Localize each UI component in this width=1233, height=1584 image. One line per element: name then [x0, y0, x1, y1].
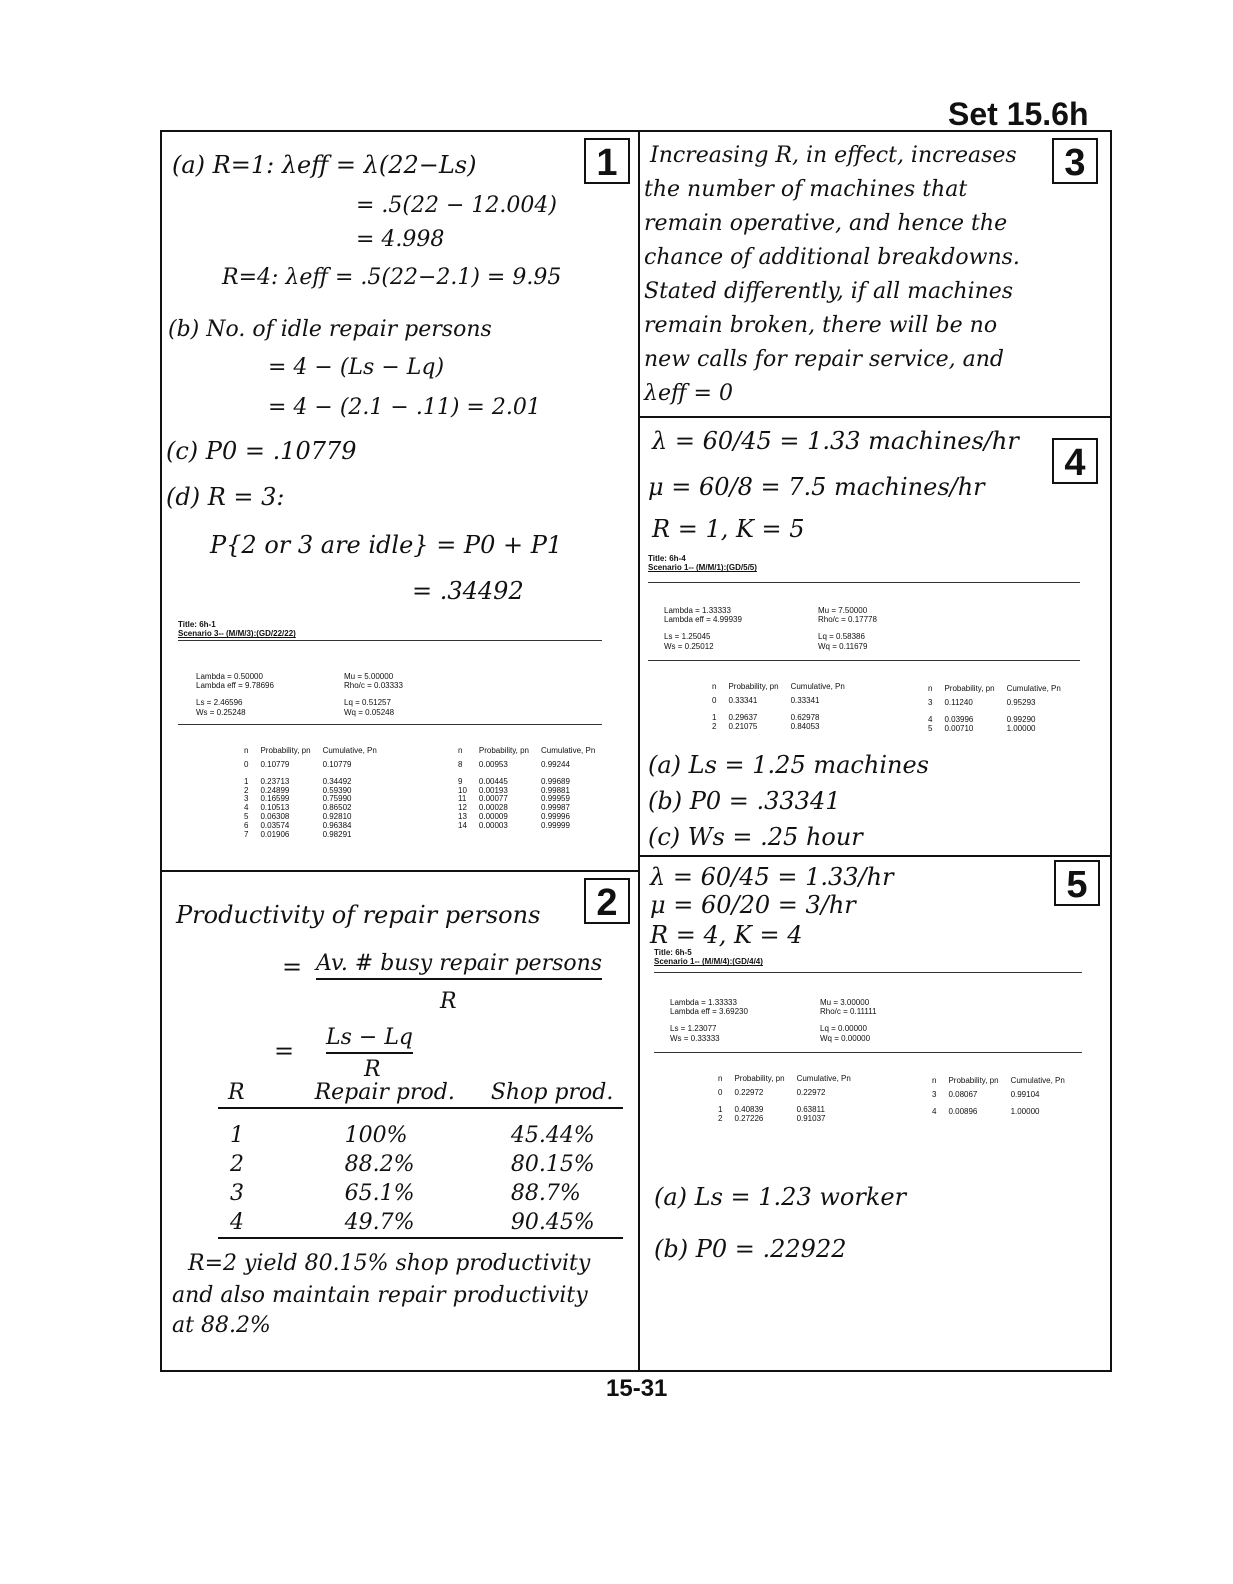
panel-3-line-1: Increasing R, in effect, increases	[650, 143, 1017, 168]
panel-4-answer-c: (c) Ws = .25 hour	[648, 823, 863, 851]
col-prob: Probability, pn	[944, 684, 995, 693]
panel-3-line-2: the number of machines that	[644, 177, 968, 202]
divider-panel4-panel5	[638, 855, 1112, 857]
cell-prob: 0.21075	[728, 721, 758, 731]
cell-r: 1	[230, 1123, 244, 1148]
cell-prob: 0.06308	[260, 811, 290, 821]
cell-n: 2	[712, 721, 717, 731]
panel-5-line-mu: μ = 60/20 = 3/hr	[650, 891, 856, 919]
col-cum: Cumulative, Pn	[322, 746, 377, 755]
cell-cum: 0.99104	[1010, 1090, 1040, 1099]
cell-n: 1	[718, 1104, 723, 1114]
panel-2-conclusion-3: at 88.2%	[172, 1313, 271, 1338]
prob-rows	[712, 1089, 857, 1123]
cell-prob: 0.01906	[260, 829, 290, 839]
output-wq: Wq = 0.00000	[820, 1033, 871, 1043]
panel-5-line-rk: R = 4, K = 4	[650, 921, 803, 949]
panel-1-line-a: (a) R=1: λeff = λ(22−Ls)	[172, 151, 477, 179]
col-prob: Probability, pn	[948, 1076, 999, 1085]
output-rho: Rho/c = 0.17778	[818, 615, 877, 625]
panel-5-prob-table-left	[712, 1074, 857, 1123]
panel-5-output-measures-right	[820, 998, 877, 1043]
col-n: n	[244, 746, 249, 755]
output-ws: Ws = 0.25248	[196, 707, 246, 717]
table-row	[218, 1150, 623, 1179]
col-cum: Cumulative, Pn	[796, 1074, 851, 1083]
output-lambda: Lambda = 0.50000	[196, 672, 263, 681]
output-mu: Mu = 3.00000	[820, 998, 870, 1007]
cell-r: 2	[230, 1152, 244, 1177]
panel-4-line-mu: μ = 60/8 = 7.5 machines/hr	[648, 473, 985, 501]
table-row	[452, 761, 601, 770]
cell-prob: 0.22972	[734, 1088, 764, 1097]
cell-cum: 0.99996	[541, 811, 570, 821]
output-rule	[178, 640, 602, 641]
col-n: n	[458, 746, 463, 755]
cell-cum: 0.10779	[322, 760, 352, 769]
cell-prob: 0.24899	[260, 785, 290, 795]
output-scenario: Scenario 1-- (M/M/1):(GD/5/5)	[648, 563, 757, 573]
cell-cum: 0.63811	[796, 1104, 825, 1114]
output-mu: Mu = 5.00000	[344, 672, 394, 681]
col-cum: Cumulative, Pn	[790, 682, 845, 691]
cell-n: 0	[712, 696, 717, 705]
table-row	[712, 1115, 857, 1124]
table-row	[238, 831, 383, 840]
panel-1-output-measures-right	[344, 672, 403, 717]
cell-n: 7	[244, 829, 249, 839]
table-row	[452, 795, 601, 804]
panel-3-line-4: chance of additional breakdowns.	[644, 245, 1020, 270]
prob-rows	[926, 1091, 1071, 1117]
panel-4-badge: 4	[1052, 438, 1098, 484]
table-row	[926, 1091, 1071, 1100]
cell-prob: 0.00896	[948, 1106, 978, 1116]
panel-2-eq1-sign: =	[282, 953, 303, 981]
divider-panel1-panel2	[160, 870, 639, 872]
panel-5-output-measures-left	[670, 998, 748, 1043]
cell-cum: 0.91037	[796, 1113, 826, 1123]
cell-cum: 0.92810	[322, 811, 352, 821]
panel-1-line-b3: = 4 − (2.1 − .11) = 2.01	[268, 395, 541, 420]
cell-shop-prod: 90.45%	[481, 1208, 623, 1238]
cell-n: 14	[458, 820, 467, 830]
cell-prob: 0.03996	[944, 714, 974, 724]
output-lambda: Lambda = 1.33333	[670, 998, 737, 1007]
cell-n: 10	[458, 785, 467, 795]
cell-cum: 0.99987	[541, 803, 570, 813]
output-title: Title: 6h-4	[648, 554, 686, 563]
table-row	[922, 725, 1067, 734]
page-number: 15-31	[606, 1375, 668, 1402]
cell-cum: 0.99244	[541, 760, 570, 769]
output-ws: Ws = 0.33333	[670, 1033, 720, 1043]
panel-4-prob-table-left	[706, 682, 851, 731]
col-n: n	[718, 1074, 723, 1083]
productivity-rows	[218, 1108, 623, 1238]
column-divider	[638, 130, 640, 1372]
panel-2-eq2-sign: =	[274, 1037, 295, 1065]
panel-1-line-a2: = .5(22 − 12.004)	[356, 193, 557, 218]
cell-cum: 0.95293	[1006, 698, 1036, 707]
table-row	[706, 706, 851, 723]
col-cum: Cumulative, Pn	[1006, 684, 1061, 693]
table-row	[218, 1179, 623, 1208]
output-rho: Rho/c = 0.03333	[344, 681, 403, 691]
cell-prob: 0.11240	[944, 698, 973, 707]
panel-4-line-rk: R = 1, K = 5	[652, 515, 805, 543]
cell-prob: 0.29637	[728, 712, 758, 722]
output-lq: Lq = 0.51257	[344, 698, 391, 708]
cell-n: 3	[244, 794, 249, 804]
cell-cum: 0.84053	[790, 721, 820, 731]
cell-n: 9	[458, 776, 463, 786]
cell-prob: 0.00003	[478, 820, 508, 830]
col-n: n	[928, 684, 933, 693]
cell-n: 3	[932, 1090, 937, 1099]
cell-n: 0	[244, 760, 249, 769]
output-wq: Wq = 0.11679	[818, 641, 868, 651]
panel-1-line-b2: = 4 − (Ls − Lq)	[268, 355, 445, 380]
panel-2-eq1-numerator: Av. # busy repair persons	[316, 952, 602, 980]
col-repair-prod: Repair prod.	[305, 1078, 481, 1108]
table-row	[238, 761, 383, 770]
panel-3-line-8: λeff = 0	[644, 381, 733, 406]
output-lq: Lq = 0.58386	[818, 632, 865, 642]
col-n: n	[712, 682, 717, 691]
panel-5-prob-table-right	[926, 1076, 1071, 1117]
cell-cum: 0.86502	[322, 803, 352, 813]
prob-rows	[452, 761, 601, 831]
output-ls: Ls = 1.23077	[670, 1024, 717, 1034]
cell-n: 4	[928, 714, 933, 724]
table-row	[452, 787, 601, 796]
cell-prob: 0.00193	[478, 785, 508, 795]
cell-n: 6	[244, 820, 249, 830]
col-prob: Probability, pn	[260, 746, 311, 755]
table-row	[706, 723, 851, 732]
panel-3-line-6: remain broken, there will be no	[644, 313, 998, 338]
cell-n: 3	[928, 698, 933, 707]
cell-n: 2	[244, 785, 249, 795]
output-rule	[178, 724, 602, 725]
output-lambda-eff: Lambda eff = 9.78696	[196, 681, 274, 691]
cell-cum: 0.33341	[790, 696, 820, 705]
output-ws: Ws = 0.25012	[664, 641, 714, 651]
cell-prob: 0.00710	[944, 723, 974, 733]
panel-3-line-3: remain operative, and hence the	[644, 211, 1008, 236]
panel-5-answer-a: (a) Ls = 1.23 worker	[654, 1183, 907, 1211]
output-title: Title: 6h-5	[654, 948, 692, 957]
table-row	[926, 1100, 1071, 1117]
table-row	[452, 813, 601, 822]
cell-cum: 0.75990	[322, 794, 352, 804]
cell-cum: 1.00000	[1010, 1106, 1040, 1116]
cell-n: 5	[928, 723, 933, 733]
panel-3-line-5: Stated differently, if all machines	[644, 279, 1014, 304]
cell-cum: 0.99959	[541, 794, 570, 804]
table-row	[712, 1089, 857, 1098]
output-scenario: Scenario 3-- (M/M/3):(GD/22/22)	[178, 629, 296, 639]
panel-3-badge: 3	[1052, 138, 1098, 184]
cell-n: 2	[718, 1113, 723, 1123]
table-row	[452, 822, 601, 831]
cell-prob: 0.23713	[260, 776, 290, 786]
cell-prob: 0.00028	[478, 803, 508, 813]
col-prob: Probability, pn	[478, 746, 530, 755]
output-lambda-eff: Lambda eff = 3.69230	[670, 1007, 748, 1017]
panel-5-answer-b: (b) P0 = .22922	[654, 1235, 847, 1263]
cell-prob: 0.00009	[478, 811, 508, 821]
panel-4-output-measures-right	[818, 606, 877, 651]
col-prob: Probability, pn	[734, 1074, 785, 1083]
cell-cum: 0.34492	[322, 776, 352, 786]
cell-n: 0	[718, 1088, 723, 1097]
set-title: Set 15.6h	[948, 96, 1089, 132]
panel-1-badge: 1	[584, 138, 630, 184]
cell-r: 3	[230, 1181, 244, 1206]
output-lq: Lq = 0.00000	[820, 1024, 867, 1034]
cell-repair-prod: 88.2%	[344, 1152, 415, 1177]
panel-1-prob-table-right	[452, 746, 601, 831]
cell-repair-prod: 100%	[344, 1123, 408, 1148]
table-row	[712, 1098, 857, 1115]
panel-1-line-b: (b) No. of idle repair persons	[168, 317, 492, 342]
cell-shop-prod: 80.15%	[510, 1152, 595, 1177]
table-row	[452, 770, 601, 787]
output-rule	[648, 660, 1080, 661]
cell-cum: 0.59390	[322, 785, 352, 795]
table-row	[218, 1108, 623, 1150]
prob-rows	[922, 699, 1067, 733]
cell-repair-prod: 65.1%	[344, 1181, 415, 1206]
output-wq: Wq = 0.05248	[344, 707, 395, 717]
panel-2-eq2-denominator: R	[364, 1057, 381, 1082]
col-prob: Probability, pn	[728, 682, 779, 691]
panel-2-heading: Productivity of repair persons	[176, 901, 541, 929]
cell-prob: 0.00953	[478, 760, 508, 769]
cell-prob: 0.08067	[948, 1090, 978, 1099]
cell-repair-prod: 49.7%	[305, 1208, 481, 1238]
cell-cum: 0.99999	[541, 820, 570, 830]
cell-cum: 0.22972	[796, 1088, 826, 1097]
panel-1-prob-table-left	[238, 746, 383, 839]
col-shop-prod: Shop prod.	[481, 1078, 623, 1108]
panel-2-conclusion-1: R=2 yield 80.15% shop productivity	[188, 1251, 591, 1276]
cell-cum: 0.62978	[790, 712, 820, 722]
productivity-table	[218, 1078, 623, 1239]
cell-prob: 0.10513	[260, 803, 290, 813]
cell-cum: 0.99881	[541, 785, 570, 795]
panel-2-badge: 2	[584, 878, 630, 924]
panel-1-line-d2: P{2 or 3 are idle} = P0 + P1	[210, 531, 563, 559]
output-rule	[654, 1052, 1082, 1053]
table-row	[706, 697, 851, 706]
cell-n: 12	[458, 803, 467, 813]
col-r: R	[218, 1078, 305, 1108]
cell-cum: 1.00000	[1006, 723, 1036, 733]
cell-prob: 0.00077	[478, 794, 508, 804]
cell-prob: 0.03574	[260, 820, 290, 830]
col-cum: Cumulative, Pn	[541, 746, 596, 755]
cell-cum: 0.99689	[541, 776, 570, 786]
panel-1-output-header	[178, 620, 296, 638]
cell-n: 4	[244, 803, 249, 813]
panel-2-eq2-numerator: Ls − Lq	[326, 1026, 413, 1054]
table-row	[922, 699, 1067, 708]
panel-1-line-a3: = 4.998	[356, 227, 445, 252]
panel-4-output-measures-left	[664, 606, 742, 651]
panel-5-badge: 5	[1054, 860, 1100, 906]
cell-n: 11	[458, 794, 467, 804]
cell-n: 4	[932, 1106, 937, 1116]
table-row	[452, 804, 601, 813]
panel-1-line-a4: R=4: λeff = .5(22−2.1) = 9.95	[222, 265, 562, 290]
cell-prob: 0.10779	[260, 760, 290, 769]
output-lambda: Lambda = 1.33333	[664, 606, 731, 615]
cell-r: 4	[218, 1208, 305, 1238]
panel-1-line-d3: = .34492	[412, 577, 524, 605]
cell-n: 5	[244, 811, 249, 821]
output-rule	[648, 582, 1080, 583]
output-lambda-eff: Lambda eff = 4.99939	[664, 615, 742, 625]
cell-n: 1	[712, 712, 717, 722]
prob-rows	[706, 697, 851, 731]
panel-2-conclusion-2: and also maintain repair productivity	[172, 1283, 588, 1308]
col-n: n	[932, 1076, 937, 1085]
output-mu: Mu = 7.50000	[818, 606, 868, 615]
prob-rows	[238, 761, 383, 839]
table-row	[238, 770, 383, 787]
cell-n: 13	[458, 811, 467, 821]
panel-2-eq1-denominator: R	[440, 989, 457, 1014]
panel-4-prob-table-right	[922, 684, 1067, 733]
cell-n: 1	[244, 776, 249, 786]
output-scenario: Scenario 1-- (M/M/4):(GD/4/4)	[654, 957, 763, 967]
cell-prob: 0.16599	[260, 794, 290, 804]
panel-1-line-c: (c) P0 = .10779	[166, 437, 357, 465]
output-ls: Ls = 1.25045	[664, 632, 711, 642]
cell-prob: 0.27226	[734, 1113, 764, 1123]
panel-5-output-header	[654, 948, 763, 966]
panel-3-line-7: new calls for repair service, and	[644, 347, 1004, 372]
panel-4-line-lambda: λ = 60/45 = 1.33 machines/hr	[652, 427, 1019, 455]
cell-prob: 0.33341	[728, 696, 758, 705]
output-ls: Ls = 2.46596	[196, 698, 243, 708]
panel-1-line-d: (d) R = 3:	[166, 483, 285, 511]
panel-4-answer-a: (a) Ls = 1.25 machines	[648, 751, 929, 779]
output-rho: Rho/c = 0.11111	[820, 1007, 877, 1017]
panel-5-line-lambda: λ = 60/45 = 1.33/hr	[650, 863, 894, 891]
cell-cum: 0.98291	[322, 829, 352, 839]
cell-shop-prod: 88.7%	[510, 1181, 581, 1206]
cell-cum: 0.96384	[322, 820, 352, 830]
cell-shop-prod: 45.44%	[510, 1123, 595, 1148]
output-rule	[654, 972, 1082, 973]
panel-4-output-header	[648, 554, 757, 572]
divider-panel3-panel4	[638, 416, 1112, 418]
output-title: Title: 6h-1	[178, 620, 216, 629]
cell-cum: 0.99290	[1006, 714, 1036, 724]
cell-n: 8	[458, 760, 463, 769]
cell-prob: 0.00445	[478, 776, 508, 786]
cell-prob: 0.40839	[734, 1104, 764, 1114]
panel-4-answer-b: (b) P0 = .33341	[648, 787, 841, 815]
table-row	[218, 1208, 623, 1238]
table-row	[922, 708, 1067, 725]
col-cum: Cumulative, Pn	[1010, 1076, 1065, 1085]
panel-1-output-measures-left	[196, 672, 274, 717]
